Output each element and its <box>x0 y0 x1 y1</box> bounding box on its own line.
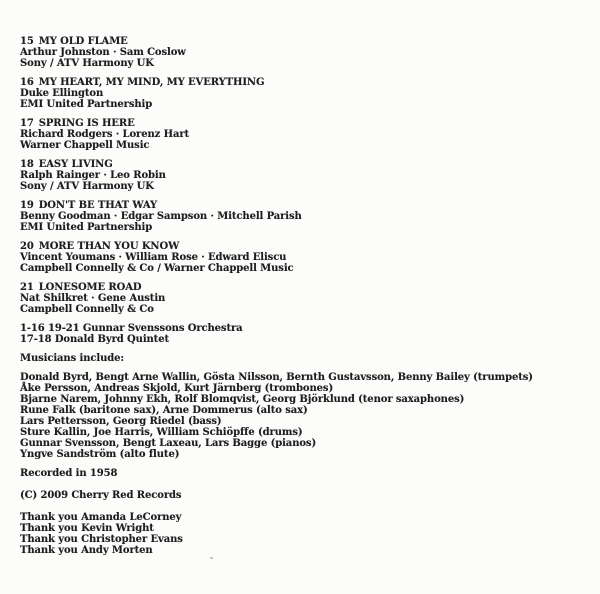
track-composers: Benny Goodman · Edgar Sampson · Mitchell Parish <box>20 211 302 222</box>
track-entry <box>20 36 580 69</box>
musicians-line: Åke Persson, Andreas Skjold, Kurt Järnberg (trombones) <box>20 383 334 394</box>
track-composers: Vincent Youmans · William Rose · Edward Eliscu <box>20 252 287 263</box>
musicians-line: Bjarne Narem, Johnny Ekh, Rolf Blomqvist, Georg Björklund (tenor saxaphones) <box>20 394 465 405</box>
track-composers: Arthur Johnston · Sam Coslow <box>20 47 186 58</box>
track-publisher: Sony / ATV Harmony UK <box>20 58 154 69</box>
track-entry <box>20 200 580 233</box>
track-title-text: EASY LIVING <box>38 159 113 170</box>
thanks-line: Thank you Amanda LeCorney <box>20 512 182 523</box>
track-title <box>20 77 580 88</box>
track-composers: Ralph Rainger · Leo Robin <box>20 170 166 181</box>
thanks-list <box>20 512 580 556</box>
musicians-line: Donald Byrd, Bengt Arne Wallin, Gösta Nilsson, Bernth Gustavsson, Benny Bailey (trumpets) <box>20 372 533 383</box>
track-number: 20 <box>20 241 34 252</box>
ensemble-credit-line: 17-18 Donald Byrd Quintet <box>20 334 169 345</box>
track-publisher: EMI United Partnership <box>20 222 153 233</box>
musicians-line: Rune Falk (baritone sax), Arne Dommerus (alto sax) <box>20 405 308 416</box>
track-number: 16 <box>20 77 34 88</box>
track-number: 15 <box>20 36 34 47</box>
track-title <box>20 118 580 129</box>
copyright-line: (C) 2009 Cherry Red Records <box>20 490 182 501</box>
track-publisher: Sony / ATV Harmony UK <box>20 181 154 192</box>
scan-artifact-speck <box>210 557 213 559</box>
track-title-text: MY HEART, MY MIND, MY EVERYTHING <box>38 77 265 88</box>
track-composers: Nat Shilkret · Gene Austin <box>20 293 166 304</box>
thanks-line: Thank you Christopher Evans <box>20 534 183 545</box>
track-title <box>20 159 580 170</box>
musicians-line: Yngve Sandström (alto flute) <box>20 449 180 460</box>
track-publisher: Campbell Connelly & Co <box>20 304 154 315</box>
track-publisher: EMI United Partnership <box>20 99 153 110</box>
track-title-text: LONESOME ROAD <box>38 282 142 293</box>
track-number: 21 <box>20 282 34 293</box>
track-publisher: Campbell Connelly & Co / Warner Chappell Music <box>20 263 294 274</box>
musicians-heading: Musicians include: <box>20 353 124 364</box>
musicians-list <box>20 372 580 460</box>
recorded-note: Recorded in 1958 <box>20 468 118 479</box>
track-title <box>20 200 580 211</box>
track-number: 19 <box>20 200 34 211</box>
track-title <box>20 282 580 293</box>
track-title-text: DON'T BE THAT WAY <box>38 200 158 211</box>
musicians-line: Gunnar Svensson, Bengt Laxeau, Lars Bagge (pianos) <box>20 438 317 449</box>
track-composers: Duke Ellington <box>20 88 104 99</box>
musicians-line: Sture Kallin, Joe Harris, William Schiöpffe (drums) <box>20 427 303 438</box>
track-number: 17 <box>20 118 34 129</box>
track-title-text: MORE THAN YOU KNOW <box>38 241 180 252</box>
track-entry <box>20 241 580 274</box>
track-entry <box>20 159 580 192</box>
track-entry <box>20 118 580 151</box>
ensemble-credit-line: 1-16 19-21 Gunnar Svenssons Orchestra <box>20 323 243 334</box>
track-title-text: SPRING IS HERE <box>38 118 135 129</box>
track-publisher: Warner Chappell Music <box>20 140 150 151</box>
thanks-line: Thank you Kevin Wright <box>20 523 154 534</box>
track-entry <box>20 282 580 315</box>
track-entry <box>20 77 580 110</box>
track-title <box>20 241 580 252</box>
track-title-text: MY OLD FLAME <box>38 36 128 47</box>
track-number: 18 <box>20 159 34 170</box>
track-composers: Richard Rodgers · Lorenz Hart <box>20 129 190 140</box>
musicians-line: Lars Pettersson, Georg Riedel (bass) <box>20 416 222 427</box>
track-title <box>20 36 580 47</box>
ensemble-credits <box>20 323 580 345</box>
thanks-line: Thank you Andy Morten <box>20 545 153 556</box>
